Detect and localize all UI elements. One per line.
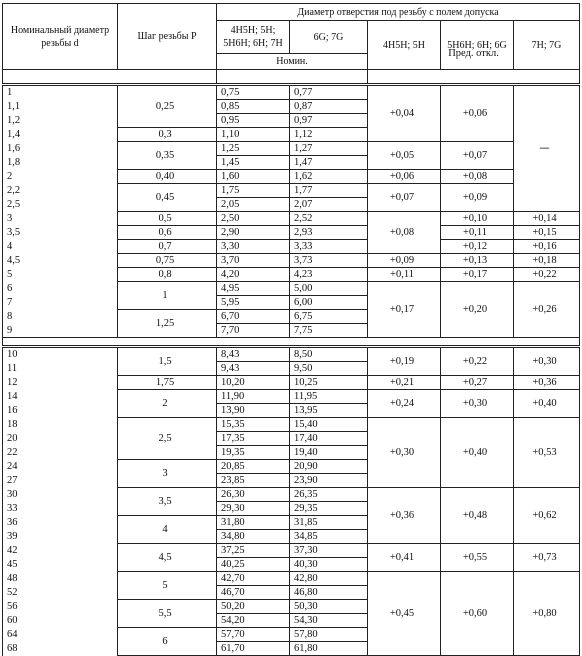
cell-tol-3: +0,18	[514, 254, 580, 268]
cell-tol-2: +0,09	[441, 184, 514, 212]
table-row	[3, 85, 580, 100]
cell-nom-a: 1,25	[217, 142, 290, 156]
cell-nom-a: 19,35	[217, 446, 290, 460]
cell-nom-a: 4,95	[217, 282, 290, 296]
cell-nom-a: 8,43	[217, 347, 290, 362]
cell-nom-a: 17,35	[217, 432, 290, 446]
cell-pitch: 1	[118, 282, 217, 310]
header-col-4h5h-5h: 4H5H; 5H	[368, 21, 441, 70]
cell-tol-1: +0,09	[368, 254, 441, 268]
cell-diameter: 1,8	[3, 156, 118, 170]
cell-diameter: 2	[3, 170, 118, 184]
cell-tol-1: +0,41	[368, 544, 441, 572]
cell-nom-b: 26,35	[290, 488, 368, 502]
cell-diameter: 1,2	[3, 114, 118, 128]
cell-nom-b: 6,75	[290, 310, 368, 324]
cell-nom-b: 0,97	[290, 114, 368, 128]
cell-tol-3: +0,62	[514, 488, 580, 544]
cell-nom-b: 10,25	[290, 376, 368, 390]
cell-pitch: 2	[118, 390, 217, 418]
header-gap	[3, 70, 580, 85]
cell-nom-a: 2,05	[217, 198, 290, 212]
cell-pitch: 5,5	[118, 600, 217, 628]
cell-diameter: 16	[3, 404, 118, 418]
table-row	[3, 254, 580, 268]
cell-diameter: 64	[3, 628, 118, 642]
cell-nom-b: 1,62	[290, 170, 368, 184]
cell-nom-a: 3,70	[217, 254, 290, 268]
cell-nom-b: 54,30	[290, 614, 368, 628]
cell-nom-b: 11,95	[290, 390, 368, 404]
cell-nom-b: 8,50	[290, 347, 368, 362]
cell-nom-a: 6,70	[217, 310, 290, 324]
cell-nom-b: 40,30	[290, 558, 368, 572]
cell-nom-b: 34,85	[290, 530, 368, 544]
cell-diameter: 3	[3, 212, 118, 226]
cell-diameter: 36	[3, 516, 118, 530]
cell-nom-a: 10,20	[217, 376, 290, 390]
cell-tol-2: +0,07	[441, 142, 514, 170]
cell-nom-a: 37,25	[217, 544, 290, 558]
cell-nom-b: 1,77	[290, 184, 368, 198]
cell-diameter: 39	[3, 530, 118, 544]
cell-nom-a: 1,10	[217, 128, 290, 142]
cell-tol-1: +0,21	[368, 376, 441, 390]
cell-diameter: 9	[3, 324, 118, 338]
cell-nom-a: 13,90	[217, 404, 290, 418]
header-nominal-diameter: Номинальный диаметр резьбы d	[3, 4, 118, 70]
table-row	[3, 212, 580, 226]
cell-nom-b: 1,27	[290, 142, 368, 156]
cell-nom-b: 1,12	[290, 128, 368, 142]
table-row	[3, 390, 580, 404]
cell-pitch: 1,75	[118, 376, 217, 390]
cell-tol-1: +0,17	[368, 282, 441, 338]
cell-nom-a: 1,45	[217, 156, 290, 170]
cell-tol-3: +0,30	[514, 347, 580, 376]
cell-nom-a: 54,20	[217, 614, 290, 628]
cell-diameter: 10	[3, 347, 118, 362]
cell-pitch: 6	[118, 628, 217, 656]
table-row	[3, 544, 580, 558]
cell-tol-2: +0,10	[441, 212, 514, 226]
cell-nom-a: 1,75	[217, 184, 290, 198]
cell-nom-b: 19,40	[290, 446, 368, 460]
cell-nom-a: 15,35	[217, 418, 290, 432]
header-col-5h6h-6h-6g: 5H6H; 6H; 6G	[441, 21, 514, 70]
cell-nom-b: 23,90	[290, 474, 368, 488]
header-pitch: Шаг резьбы P	[118, 4, 217, 70]
cell-tol-2: +0,17	[441, 268, 514, 282]
cell-nom-b: 3,33	[290, 240, 368, 254]
cell-diameter: 56	[3, 600, 118, 614]
table-row	[3, 376, 580, 390]
cell-tol-2: +0,60	[441, 572, 514, 656]
cell-tol-3: +0,40	[514, 390, 580, 418]
cell-tol-3: +0,36	[514, 376, 580, 390]
cell-pitch: 0,40	[118, 170, 217, 184]
cell-nom-b: 0,87	[290, 100, 368, 114]
cell-diameter: 3,5	[3, 226, 118, 240]
table-row	[3, 142, 580, 156]
cell-nom-b: 13,95	[290, 404, 368, 418]
header-col-6g7g: 6G; 7G	[290, 21, 368, 54]
cell-tol-3: +0,15	[514, 226, 580, 240]
cell-nom-b: 7,75	[290, 324, 368, 338]
cell-nom-a: 50,20	[217, 600, 290, 614]
cell-tol-2: +0,08	[441, 170, 514, 184]
cell-nom-a: 57,70	[217, 628, 290, 642]
cell-tol-1: +0,05	[368, 142, 441, 170]
cell-tol-1: +0,07	[368, 184, 441, 212]
cell-nom-b: 4,23	[290, 268, 368, 282]
table-row	[3, 226, 580, 240]
cell-tol-1: +0,45	[368, 572, 441, 656]
cell-tol-2: +0,30	[441, 390, 514, 418]
cell-nom-a: 9,43	[217, 362, 290, 376]
cell-tol-1: +0,30	[368, 418, 441, 488]
header-col-7h7g: 7H; 7G	[514, 21, 580, 70]
table-row	[3, 184, 580, 198]
cell-nom-b: 31,85	[290, 516, 368, 530]
cell-tol-2: +0,48	[441, 488, 514, 544]
cell-nom-a: 7,70	[217, 324, 290, 338]
cell-pitch: 3	[118, 460, 217, 488]
cell-tol-1: +0,11	[368, 268, 441, 282]
cell-nom-a: 29,30	[217, 502, 290, 516]
header-pred-otkl: Пред. откл.	[448, 48, 499, 59]
cell-nom-b: 61,80	[290, 642, 368, 656]
table-row	[3, 418, 580, 432]
cell-nom-b: 3,73	[290, 254, 368, 268]
cell-nom-a: 11,90	[217, 390, 290, 404]
cell-nom-a: 0,85	[217, 100, 290, 114]
cell-pitch: 1,25	[118, 310, 217, 338]
cell-tol-1: +0,24	[368, 390, 441, 418]
cell-diameter: 42	[3, 544, 118, 558]
cell-pitch: 0,7	[118, 240, 217, 254]
thread-hole-diameter-table	[2, 3, 580, 656]
table-row	[3, 170, 580, 184]
cell-diameter: 2,2	[3, 184, 118, 198]
cell-tol-2: +0,22	[441, 347, 514, 376]
cell-nom-a: 20,85	[217, 460, 290, 474]
table-row	[3, 282, 580, 296]
cell-nom-a: 0,75	[217, 85, 290, 100]
table-row	[3, 268, 580, 282]
cell-diameter: 68	[3, 642, 118, 656]
cell-nom-a: 4,20	[217, 268, 290, 282]
table-row	[3, 488, 580, 502]
cell-nom-b: 9,50	[290, 362, 368, 376]
cell-nom-b: 5,00	[290, 282, 368, 296]
cell-diameter: 1,4	[3, 128, 118, 142]
cell-nom-b: 2,52	[290, 212, 368, 226]
cell-diameter: 4,5	[3, 254, 118, 268]
cell-diameter: 24	[3, 460, 118, 474]
cell-diameter: 22	[3, 446, 118, 460]
cell-tol-3: +0,80	[514, 572, 580, 656]
cell-pitch: 0,8	[118, 268, 217, 282]
cell-nom-b: 6,00	[290, 296, 368, 310]
cell-pitch: 0,75	[118, 254, 217, 268]
cell-nom-a: 61,70	[217, 642, 290, 656]
cell-nom-a: 34,80	[217, 530, 290, 544]
cell-diameter: 5	[3, 268, 118, 282]
cell-diameter: 6	[3, 282, 118, 296]
cell-tol-1: +0,04	[368, 85, 441, 142]
cell-tol-2: +0,12	[441, 240, 514, 254]
cell-diameter: 4	[3, 240, 118, 254]
section-separator	[3, 338, 580, 347]
cell-nom-b: 17,40	[290, 432, 368, 446]
cell-diameter: 12	[3, 376, 118, 390]
cell-tol-3: +0,26	[514, 282, 580, 338]
cell-nom-b: 46,80	[290, 586, 368, 600]
cell-diameter: 48	[3, 572, 118, 586]
cell-nom-a: 26,30	[217, 488, 290, 502]
cell-nom-a: 5,95	[217, 296, 290, 310]
cell-tol-3: +0,16	[514, 240, 580, 254]
cell-nom-b: 2,07	[290, 198, 368, 212]
cell-tol-2: +0,06	[441, 85, 514, 142]
cell-tol-2: +0,40	[441, 418, 514, 488]
cell-diameter: 8	[3, 310, 118, 324]
cell-pitch: 0,6	[118, 226, 217, 240]
cell-nom-b: 37,30	[290, 544, 368, 558]
cell-pitch: 0,35	[118, 142, 217, 170]
cell-diameter: 14	[3, 390, 118, 404]
cell-nom-a: 3,30	[217, 240, 290, 254]
header-col-4h5h-group: 4H5H; 5H; 5H6H; 6H; 7H	[217, 21, 290, 54]
cell-diameter: 1,1	[3, 100, 118, 114]
cell-nom-b: 2,93	[290, 226, 368, 240]
cell-nom-a: 42,70	[217, 572, 290, 586]
cell-pitch: 0,25	[118, 85, 217, 128]
cell-nom-a: 31,80	[217, 516, 290, 530]
cell-nom-b: 1,47	[290, 156, 368, 170]
header-hole-diameter: Диаметр отверстия под резьбу с полем допуска	[217, 4, 580, 21]
cell-pitch: 3,5	[118, 488, 217, 516]
cell-tol-3: +0,53	[514, 418, 580, 488]
cell-nom-a: 40,25	[217, 558, 290, 572]
cell-diameter: 20	[3, 432, 118, 446]
cell-tol-3: +0,14	[514, 212, 580, 226]
cell-tol-3: +0,22	[514, 268, 580, 282]
cell-diameter: 11	[3, 362, 118, 376]
cell-pitch: 2,5	[118, 418, 217, 460]
cell-nom-b: 15,40	[290, 418, 368, 432]
cell-nom-b: 20,90	[290, 460, 368, 474]
cell-pitch: 1,5	[118, 347, 217, 376]
table-row	[3, 347, 580, 362]
cell-tol-2: +0,20	[441, 282, 514, 338]
cell-nom-b: 0,77	[290, 85, 368, 100]
cell-tol-2: +0,11	[441, 226, 514, 240]
table-row	[3, 572, 580, 586]
table-row	[3, 240, 580, 254]
cell-nom-a: 46,70	[217, 586, 290, 600]
cell-pitch: 0,3	[118, 128, 217, 142]
header-nomin: Номин.	[217, 54, 368, 70]
cell-pitch: 0,45	[118, 184, 217, 212]
cell-nom-b: 57,80	[290, 628, 368, 642]
cell-tol-2: +0,55	[441, 544, 514, 572]
cell-tol-1: +0,36	[368, 488, 441, 544]
cell-nom-a: 2,50	[217, 212, 290, 226]
cell-diameter: 45	[3, 558, 118, 572]
cell-diameter: 30	[3, 488, 118, 502]
cell-nom-b: 50,30	[290, 600, 368, 614]
cell-pitch: 4,5	[118, 544, 217, 572]
cell-pitch: 5	[118, 572, 217, 600]
cell-diameter: 27	[3, 474, 118, 488]
cell-diameter: 33	[3, 502, 118, 516]
cell-diameter: 1	[3, 85, 118, 100]
cell-tol-3: +0,73	[514, 544, 580, 572]
cell-tol-2: +0,27	[441, 376, 514, 390]
cell-pitch: 0,5	[118, 212, 217, 226]
cell-diameter: 18	[3, 418, 118, 432]
cell-diameter: 60	[3, 614, 118, 628]
cell-nom-a: 2,90	[217, 226, 290, 240]
cell-tol-1: +0,08	[368, 212, 441, 254]
cell-diameter: 52	[3, 586, 118, 600]
cell-tol-3: —	[514, 85, 580, 212]
cell-tol-2: +0,13	[441, 254, 514, 268]
cell-nom-a: 1,60	[217, 170, 290, 184]
cell-nom-a: 23,85	[217, 474, 290, 488]
cell-nom-b: 29,35	[290, 502, 368, 516]
cell-tol-1: +0,19	[368, 347, 441, 376]
cell-nom-a: 0,95	[217, 114, 290, 128]
cell-diameter: 2,5	[3, 198, 118, 212]
cell-diameter: 1,6	[3, 142, 118, 156]
cell-pitch: 4	[118, 516, 217, 544]
cell-nom-b: 42,80	[290, 572, 368, 586]
cell-tol-1: +0,06	[368, 170, 441, 184]
cell-diameter: 7	[3, 296, 118, 310]
